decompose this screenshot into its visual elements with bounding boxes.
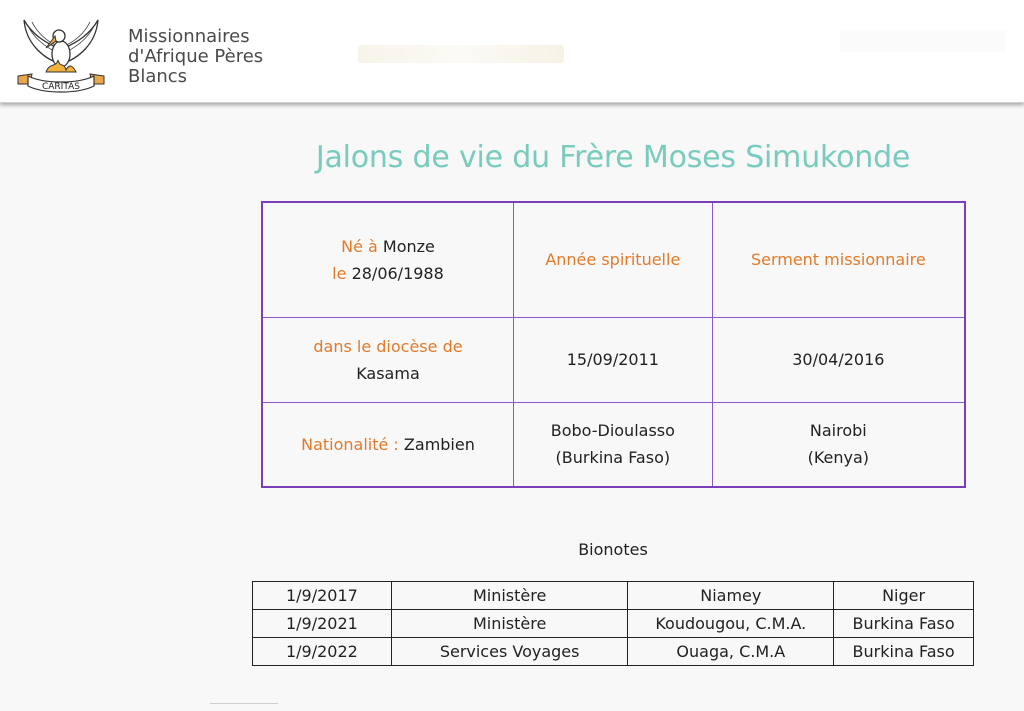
- bionotes-title: Bionotes: [578, 540, 648, 559]
- born-place: Monze: [382, 236, 435, 256]
- site-header: [0, 0, 1024, 103]
- spiritual-year-place-cell: [513, 402, 712, 487]
- bionote-role: Ministère: [391, 610, 628, 638]
- table-row: [253, 610, 974, 638]
- oath-place-cell: [712, 402, 965, 487]
- nationality-value: Zambien: [403, 434, 475, 454]
- bionote-date: 1/9/2022: [253, 638, 392, 666]
- site-logo-link[interactable]: [14, 14, 108, 98]
- header-decoration-right: [840, 30, 1006, 52]
- bionote-country: Burkina Faso: [834, 610, 974, 638]
- divider: [210, 703, 278, 704]
- spiritual-year-header: [513, 202, 712, 317]
- diocese-value: Kasama: [356, 363, 420, 383]
- bionote-place: Ouaga, C.M.A: [628, 638, 834, 666]
- table-row: [253, 582, 974, 610]
- bionote-place: Niamey: [628, 582, 834, 610]
- bionote-place: Koudougou, C.M.A.: [628, 610, 834, 638]
- page-title: Jalons de vie du Frère Moses Simukonde: [315, 140, 911, 175]
- diocese-cell: [262, 317, 513, 402]
- site-name[interactable]: Missionnaires d'Afrique Pères Blancs: [128, 26, 264, 87]
- svg-text:CARITAS: CARITAS: [41, 82, 81, 92]
- bionotes-table: [252, 581, 974, 666]
- oath-date: 30/04/2016: [712, 317, 965, 402]
- bionote-country: Burkina Faso: [834, 638, 974, 666]
- born-label: Né à: [341, 236, 378, 256]
- oath-country: (Kenya): [807, 448, 870, 468]
- bionote-date: 1/9/2021: [253, 610, 392, 638]
- header-decoration: [358, 45, 564, 63]
- pelican-emblem-icon: [14, 14, 108, 98]
- spiritual-year-date: 15/09/2011: [513, 317, 712, 402]
- bionote-role: Services Voyages: [391, 638, 628, 666]
- bionote-date: 1/9/2017: [253, 582, 392, 610]
- oath-header: [712, 202, 965, 317]
- bionote-role: Ministère: [391, 582, 628, 610]
- spiritual-year-place: Bobo-Dioulasso: [550, 421, 675, 441]
- oath-place: Nairobi: [809, 421, 867, 441]
- nationality-cell: [262, 402, 513, 487]
- diocese-label: dans le diocèse de: [313, 336, 463, 356]
- table-row: [253, 638, 974, 666]
- birth-cell: [262, 202, 513, 317]
- milestones-table: [261, 201, 966, 488]
- spiritual-year-country: (Burkina Faso): [555, 448, 671, 468]
- spiritual-year-label: Année spirituelle: [545, 250, 681, 270]
- born-date: 28/06/1988: [351, 263, 444, 283]
- oath-label: Serment missionnaire: [750, 250, 926, 270]
- bionote-country: Niger: [834, 582, 974, 610]
- date-label: le: [332, 263, 347, 283]
- nationality-label: Nationalité :: [301, 434, 399, 454]
